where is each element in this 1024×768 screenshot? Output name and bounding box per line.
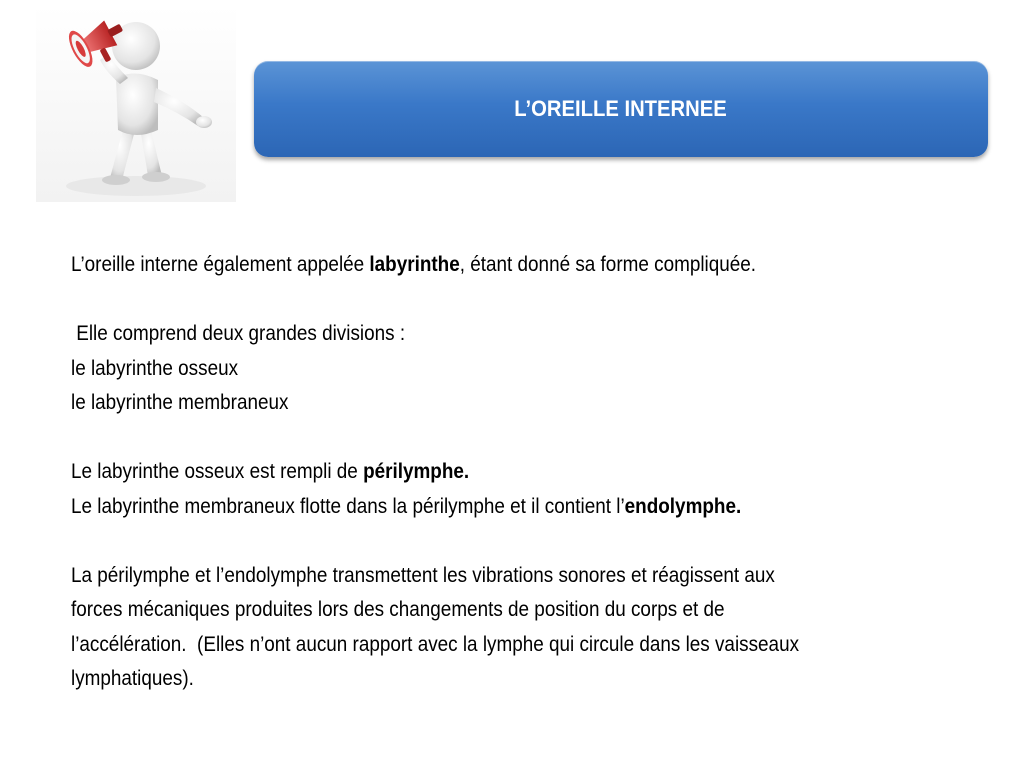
fluid-line xyxy=(71,455,899,490)
intro-bold-term: labyrinthe xyxy=(369,253,460,276)
last-paragraph-line: lymphatiques). xyxy=(71,667,194,690)
last-paragraph-line: l’accélération. (Elles n’ont aucun rapport avec la lymphe qui circule dans les vaisseaux xyxy=(71,632,800,656)
fluid-text: Le labyrinthe osseux est rempli de xyxy=(71,460,364,483)
division-item: le labyrinthe osseux xyxy=(71,356,239,380)
spacer xyxy=(71,421,991,456)
intro-paragraph xyxy=(71,248,899,283)
spacer xyxy=(71,524,991,559)
content-body xyxy=(71,248,991,697)
spacer xyxy=(71,283,991,318)
fluid-bold-term: endolymphe. xyxy=(624,494,742,518)
fluid-line xyxy=(71,490,899,525)
divisions-intro: Elle comprend deux grandes divisions : xyxy=(71,322,406,345)
page-title: L’OREILLE INTERNEE xyxy=(514,96,728,121)
intro-text-start: L’oreille interne également appelée xyxy=(71,253,370,276)
title-banner xyxy=(254,61,988,157)
megaphone-figure-icon xyxy=(36,6,236,202)
last-paragraph-line: La périlymphe et l’endolymphe transmettent les vibrations sonores et réagissent aux xyxy=(71,563,775,587)
division-item: le labyrinthe membraneux xyxy=(71,391,289,414)
fluid-bold-term: périlymphe. xyxy=(363,460,470,483)
intro-text-end: , étant donné sa forme compliquée. xyxy=(459,253,757,276)
last-paragraph-line: forces mécaniques produites lors des changements de position du corps et de xyxy=(71,598,725,621)
fluid-text: Le labyrinthe membraneux flotte dans la périlymphe et il contient l’ xyxy=(71,494,625,518)
